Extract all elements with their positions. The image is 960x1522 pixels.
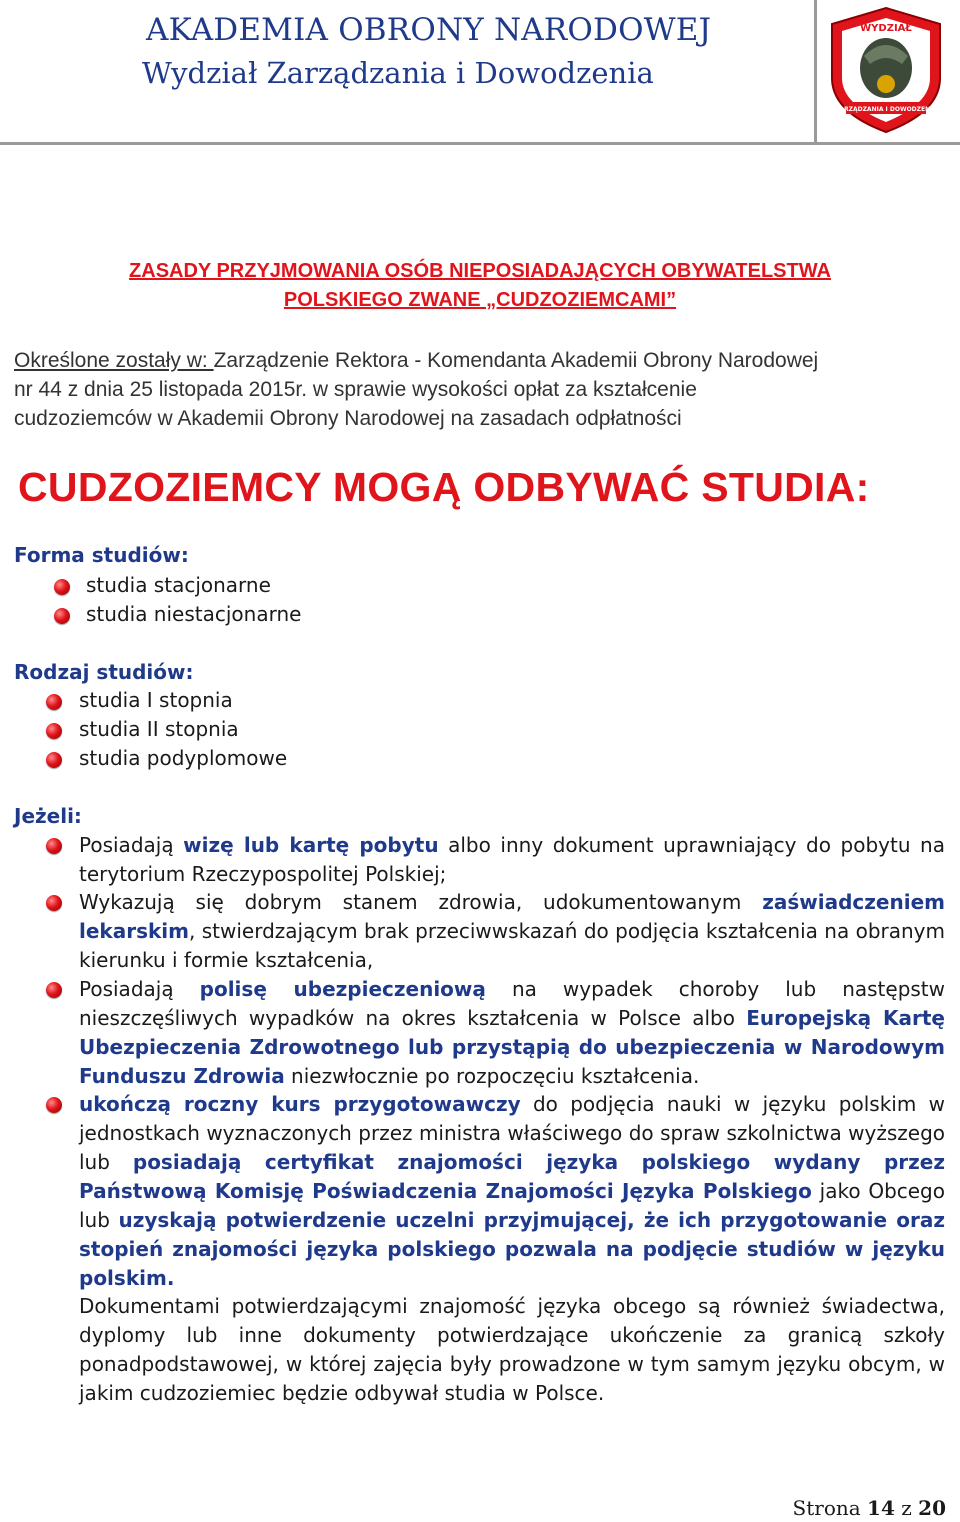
list-item-forma-2: studia niestacjonarne: [86, 602, 302, 626]
intro-line1-rest: Zarządzenie Rektora - Komendanta Akademii Obrony Narodowej: [213, 349, 819, 372]
header-title-academy: AKADEMIA OBRONY NARODOWEJ: [146, 12, 712, 48]
bullet-icon: [46, 838, 62, 854]
page-label: Strona: [792, 1496, 868, 1520]
intro-label: Określone zostały w:: [14, 349, 214, 372]
text: na wypadek choroby lub następstw nieszczęśliwych wypadków na okres kształcenia w Polsce albo: [79, 977, 946, 1030]
bullet-icon: [46, 752, 62, 768]
bullet-icon: [46, 895, 62, 911]
intro-line2: nr 44 z dnia 25 listopada 2015r. w sprawie wysokości opłat za kształcenie: [14, 378, 697, 401]
document-heading-line1: ZASADY PRZYJMOWANIA OSÓB NIEPOSIADAJĄCYCH OBYWATELSTWA: [129, 260, 831, 282]
list-item-rodzaj-2: studia II stopnia: [79, 717, 239, 741]
text: niezwłocznie po rozpoczęciu kształcenia.: [284, 1064, 700, 1088]
bullet-icon: [54, 608, 70, 624]
condition-visa: [79, 831, 945, 889]
condition-language: [79, 1090, 945, 1293]
logo-bottom-text: ZARZĄDZANIA I DOWODZENIA: [834, 106, 938, 113]
section-title-rodzaj: Rodzaj studiów:: [14, 660, 194, 684]
text-bold: wizę lub kartę pobytu: [183, 833, 439, 857]
list-item-forma-1: studia stacjonarne: [86, 573, 271, 597]
header-title-faculty: Wydział Zarządzania i Dowodzenia: [142, 56, 654, 90]
text-bold: uzyskają potwierdzenie uczelni przyjmującej, że ich przygotowanie oraz stopień znajomości języka polskiego pozwala na podjęcie studiów w języku polskim.: [79, 1208, 945, 1290]
text: Posiadają: [79, 833, 184, 857]
text: , stwierdzającym brak przeciwwskazań do podjęcia kształcenia na obranym kierunku i formie kształcenia,: [79, 919, 945, 972]
page-number: [793, 1496, 946, 1520]
text-bold: polisę ubezpieczeniową: [199, 977, 486, 1001]
text: jako Obcego lub: [79, 1179, 945, 1232]
text: Posiadają: [79, 977, 200, 1001]
big-title: CUDZOZIEMCY MOGĄ ODBYWAĆ STUDIA:: [18, 464, 870, 510]
bullet-icon: [54, 579, 70, 595]
faculty-logo-icon: [824, 4, 948, 136]
bullet-icon: [46, 694, 62, 710]
page-header: [0, 0, 960, 148]
section-title-forma: Forma studiów:: [14, 543, 189, 567]
intro-line1: [14, 345, 948, 376]
page-total: 20: [918, 1496, 946, 1520]
header-divider: [0, 142, 960, 145]
text-bold: posiadają certyfikat znajomości języka polskiego wydany przez Państwową Komisję Poświadczenia Znajomości Języka Polskiego: [79, 1150, 945, 1203]
document-heading-line2: POLSKIEGO ZWANE „CUDZOZIEMCAMI”: [283, 289, 677, 311]
list-item-rodzaj-3: studia podyplomowe: [79, 746, 288, 770]
text-bold: Europejską Kartę Ubezpieczenia Zdrowotnego lub przystąpią do ubezpieczenia w Narodowym Funduszu Zdrowia: [79, 1006, 945, 1088]
condition-health: [79, 888, 945, 975]
logo-top-text: WYDZIAŁ: [860, 23, 912, 34]
language-documents-note: Dokumentami potwierdzającymi znajomość języka obcego są również świadectwa, dyplomy lub inne dokumenty potwierdzające ukończenie za granicą szkoły ponadpodstawowej, w której zajęcia były prowadzone w tym samym języku obcym, w jakim cudzoziemiec będzie odbywał studia w Polsce.: [79, 1294, 945, 1405]
list-item-rodzaj-1: studia I stopnia: [79, 688, 233, 712]
header-divider-vertical: [814, 0, 817, 142]
intro-line3: cudzoziemców w Akademii Obrony Narodowej na zasadach odpłatności: [14, 407, 682, 430]
text-bold: zaświadczeniem lekarskim: [79, 890, 945, 943]
text: Wykazują się dobrym stanem zdrowia, udokumentowanym: [79, 890, 763, 914]
text: do podjęcia nauki w języku polskim w jednostkach wyznaczonych przez ministra właściwego do spraw szkolnictwa wyższego lub: [79, 1092, 945, 1174]
bullet-icon: [46, 723, 62, 739]
text-bold: ukończą roczny kurs przygotowawczy: [79, 1092, 521, 1116]
section-title-jezeli: Jeżeli:: [14, 804, 82, 828]
page-sep: z: [894, 1496, 919, 1520]
page-current: 14: [867, 1496, 895, 1520]
bullet-icon: [46, 1097, 62, 1113]
bullet-icon: [46, 982, 62, 998]
condition-insurance: [79, 975, 945, 1091]
text: albo inny dokument uprawniający do pobytu na terytorium Rzeczypospolitej Polskiej;: [79, 833, 945, 886]
